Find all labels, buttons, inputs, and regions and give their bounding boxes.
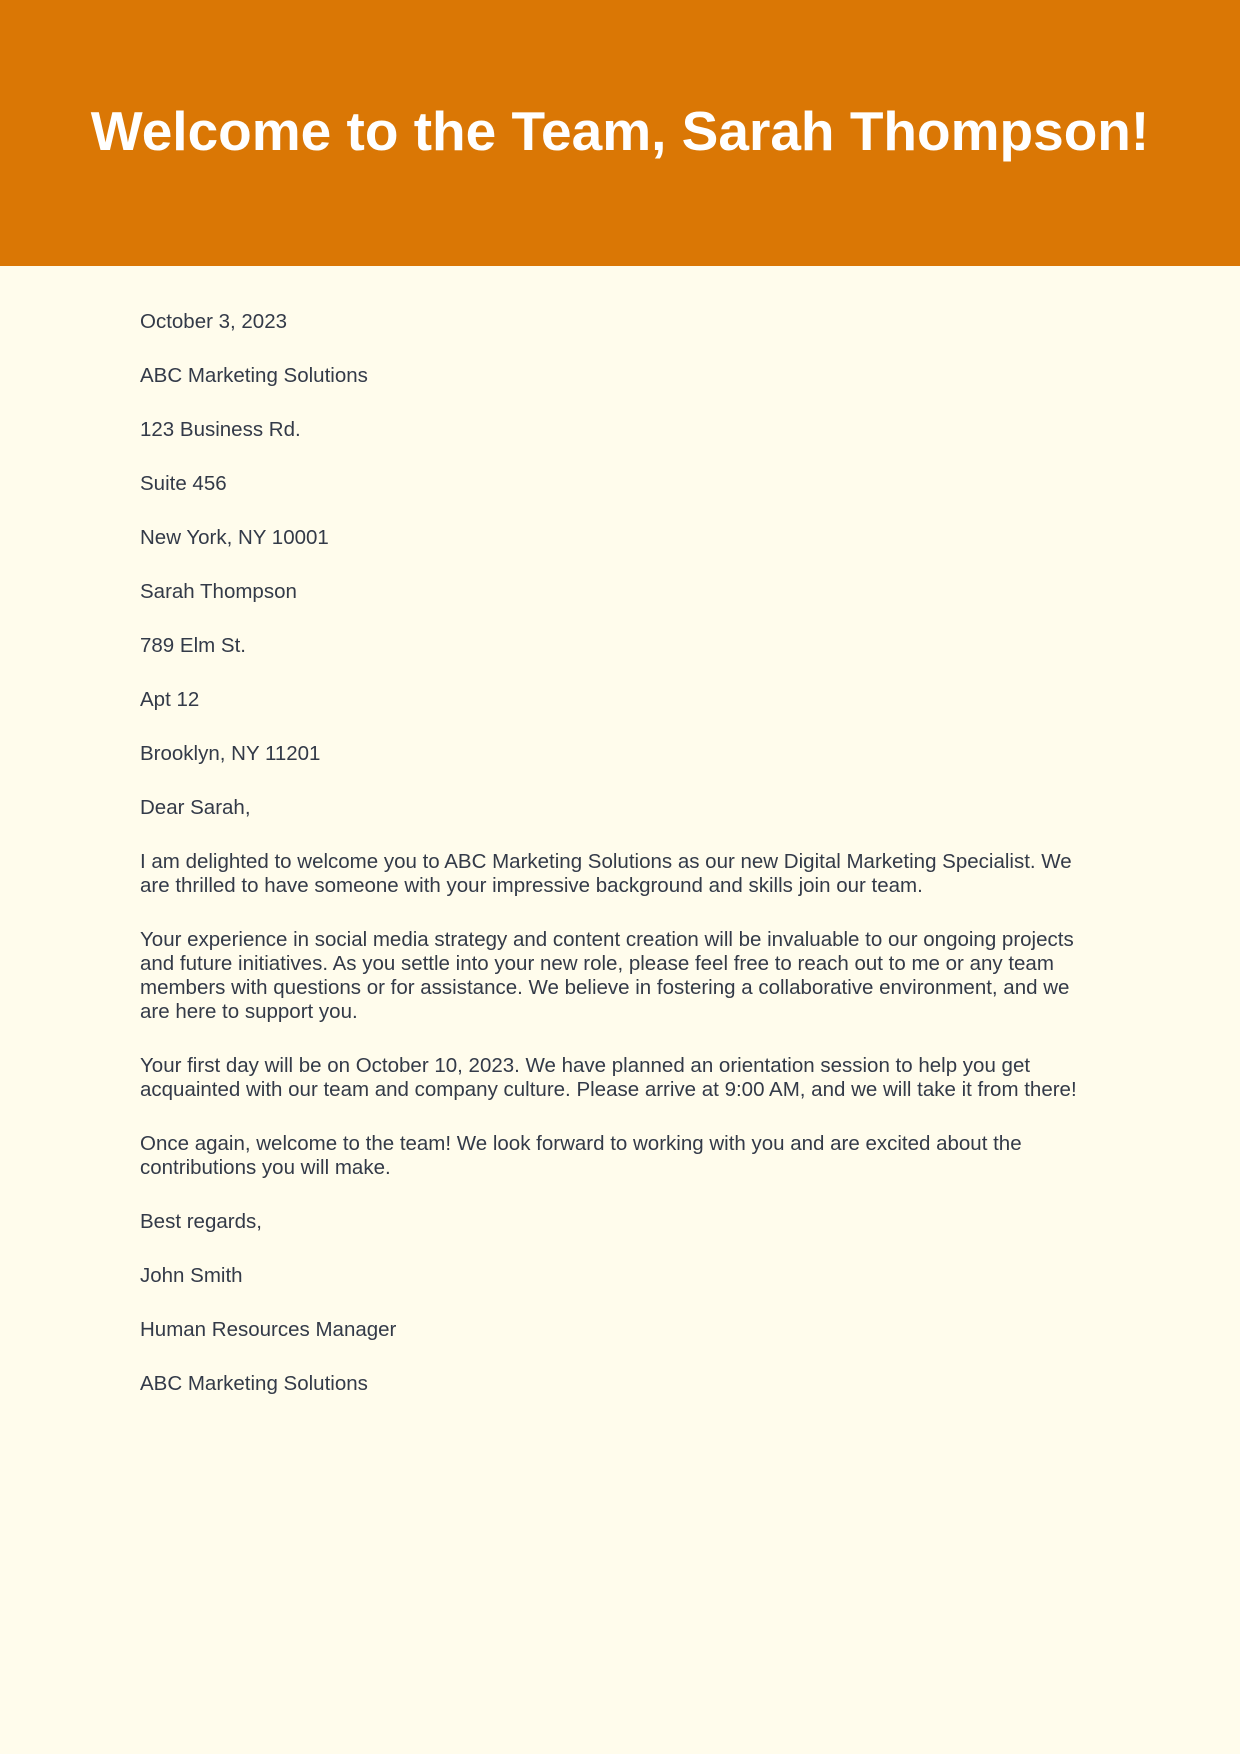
body-paragraph: Your experience in social media strategy and content creation will be invaluable to our ongoing projects and future initiatives. As you settle into your new role, please feel free to reach out to me or any team members with questions or for assistance. We believe in fostering a collaborative environment, and we are here to support you. (140, 928, 1074, 1023)
recipient-apt: Apt 12 (140, 688, 200, 711)
letter-date: October 3, 2023 (140, 310, 288, 333)
salutation: Dear Sarah, (140, 796, 251, 819)
signature-title: Human Resources Manager (140, 1318, 397, 1341)
sender-city: New York, NY 10001 (140, 526, 329, 549)
body-paragraph: Once again, welcome to the team! We look forward to working with you and are excited about the contributions you will make. (140, 1132, 1022, 1179)
sender-street: 123 Business Rd. (140, 418, 301, 441)
signature-name: John Smith (140, 1264, 243, 1287)
letter-header (0, 0, 1240, 266)
signature-company: ABC Marketing Solutions (140, 1372, 368, 1395)
body-paragraph: I am delighted to welcome you to ABC Marketing Solutions as our new Digital Marketing Specialist. We are thrilled to have someone with your impressive background and skills join our team. (140, 850, 1072, 897)
page-title: Welcome to the Team, Sarah Thompson! (90, 100, 1150, 162)
sender-company: ABC Marketing Solutions (140, 364, 368, 387)
closing: Best regards, (140, 1210, 262, 1233)
recipient-city: Brooklyn, NY 11201 (140, 742, 321, 765)
recipient-street: 789 Elm St. (140, 634, 246, 657)
body-paragraph: Your first day will be on October 10, 2023. We have planned an orientation session to help you get acquainted with our team and company culture. Please arrive at 9:00 AM, and we will take it from there! (140, 1054, 1077, 1101)
sender-suite: Suite 456 (140, 472, 227, 495)
recipient-name: Sarah Thompson (140, 580, 297, 603)
letter-body (140, 310, 1100, 1426)
